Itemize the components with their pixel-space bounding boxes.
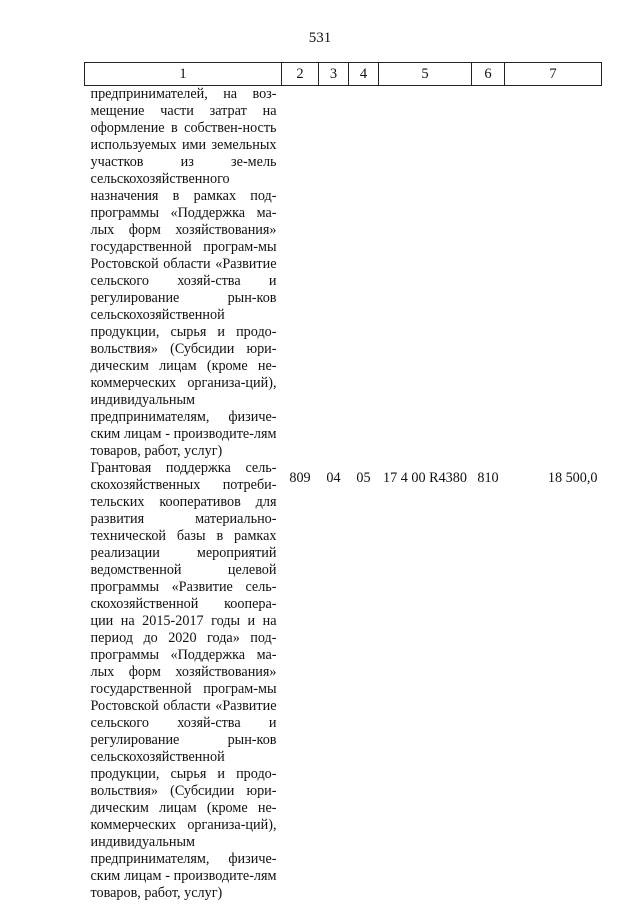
row-section-code: [319, 86, 349, 461]
column-header-6: 6: [472, 63, 505, 86]
row-section-code: 04: [326, 470, 341, 486]
column-header-2: 2: [282, 63, 319, 86]
column-header-4: 4: [349, 63, 379, 86]
row-ministry-code: [282, 86, 319, 461]
column-header-3: 3: [319, 63, 349, 86]
column-header-7: 7: [505, 63, 602, 86]
page-number: 531: [308, 30, 332, 46]
table-row: [85, 460, 602, 902]
row-expense-type: [472, 86, 505, 461]
row-amount: [505, 86, 602, 461]
row-description: предпринимателей, на воз-мещение части затрат на оформление в собствен-ность используемых ими земельных участков из зе-мель сельскохозяйственного назначения в рамках под-программы «Поддержка ма-лых форм хозяйствования» государственной програм-мы Ростовской области «Развитие сельского хозяй-ства и регулирование рын-ков сельскохозяйственной продукции, сырья и продо-вольствия» (Субсидии юри-дическим лицам (кроме не-коммерческих организа-ций), индивидуальным предпринимателям, физиче-ским лицам - производите-лям товаров, работ, услуг): [90, 86, 277, 459]
table-row: [85, 86, 602, 461]
row-subsection-code: 05: [356, 470, 371, 486]
row-expense-type: 810: [477, 470, 499, 486]
row-target-article: [379, 86, 472, 461]
row-ministry-code: 809: [289, 470, 311, 486]
column-header-5: 5: [379, 63, 472, 86]
row-amount: 18 500,0: [547, 470, 598, 486]
budget-table: [84, 62, 602, 902]
row-description: Грантовая поддержка сель-скохозяйственных потреби-тельских кооперативов для развития материально-технической базы в рамках реализации мероприятий ведомственной целевой программы «Развитие сель-скохозяйственной коопера-ции на 2015-2017 годы и на период до 2020 года» под-программы «Поддержка ма-лых форм хозяйствования» государственной програм-мы Ростовской области «Развитие сельского хозяй-ства и регулирование рын-ков сельскохозяйственной продукции, сырья и продо-вольствия» (Субсидии юри-дическим лицам (кроме не-коммерческих организа-ций), индивидуальным предпринимателям, физиче-ским лицам - производите-лям товаров, работ, услуг): [90, 460, 277, 901]
table-header-row: [85, 63, 602, 86]
row-subsection-code: [349, 86, 379, 461]
row-target-article: 17 4 00 R4380: [383, 470, 467, 486]
column-header-1: 1: [85, 63, 282, 86]
